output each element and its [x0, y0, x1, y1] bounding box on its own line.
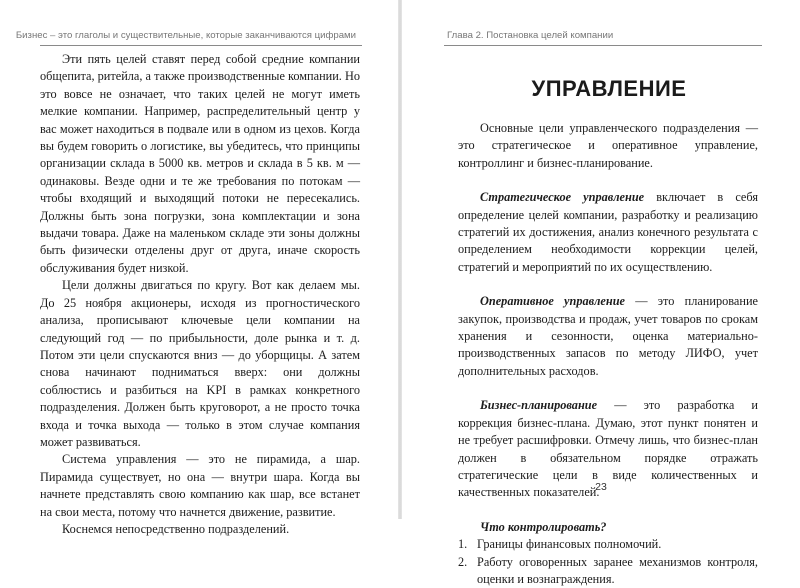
page-number: 23 [595, 481, 607, 493]
list-item: 1. Границы финансовых полномочий. [458, 537, 662, 552]
running-header: Бизнес – это глаголы и существительные, которые заканчиваются цифрами [15, 30, 356, 41]
paragraph: Эти пять целей ставят перед собой средние компании общепита, ритейла, а также производственные компании. Но это вовсе не означает, что таких целей не могут иметь мелкие компании. Например, распределительный центр у вас может находиться в подвале или в одном из цехов. Когда вы будем говорить о логистике, вы убедитесь, что принципы организации склада в 5000 кв. метров и склада в 5 кв. м — одинаковы. Везде одни и те же требования по потокам — чтобы входящий и выходящий потоки не пересекались. Должны быть зона погрузки, зона комплектации и зона выдачи товара. Даже на маленьком складе эти зоны должны быть физически отделены друг от друга, иначе скорость обслуживания будет низкой. [40, 52, 360, 275]
term-operational: Оперативное управление [480, 294, 626, 309]
paragraph: Цели должны двигаться по кругу. Вот как делаем мы. До 25 ноября акционеры, исходя из прогностического анализа, прописывают ключевые цели компании на следующий год — по прибыльности, доле рынка и т. д. Потом эти цели спускаются вниз — до уборщицы. А затем снова начинают подниматься вверх: они должны соблюстись и разбиться на KPI в рамках конкретного подразделения. Должен быть круговорот, а не просто точка входа и точка выхода — только в этом случае компания может развиваться. [40, 278, 360, 449]
right-body-text [458, 120, 758, 588]
paragraph: Коснемся непосредственно подразделений. [62, 521, 290, 536]
paragraph-business-planning: Бизнес-планирование — это разработка и коррекция бизнес-плана. Думаю, этот пункт понятен и не требует расшифровки. Отмечу лишь, что бизнес-план должен в обязательном порядке отражать стратегические цели в виде количественных и качественных показателей. [458, 398, 758, 500]
paragraph-operational: Оперативное управление — это планирование закупок, производства и продаж, учет товаров по срокам хранения и сезонности, оценка материально-производственных запасов по методу ЛИФО, учет дополнительных расходов. [458, 294, 758, 378]
term-business-planning: Бизнес-планирование [480, 398, 598, 413]
header-rule [40, 45, 362, 46]
right-page [402, 0, 800, 586]
left-page [0, 0, 398, 536]
header-rule [444, 45, 762, 46]
control-list [458, 536, 758, 588]
paragraph-strategic: Стратегическое управление включает в себя определение целей компании, разработку и реализацию стратегий их достижения, анализ конечного результата с определением необходимости коррекции целей, стратегий и мероприятий по их осуществлению. [458, 190, 758, 274]
term-strategic: Стратегическое управление [480, 190, 645, 205]
section-title: УПРАВЛЕНИЕ [531, 76, 687, 101]
list-item: 2. Работу оговоренных заранее механизмов контроля, оценки и вознаграждения. [458, 554, 758, 586]
intro-paragraph: Основные цели управленческого подразделения — это стратегическое и оперативное управление, контроллинг и бизнес-планирование. [458, 121, 758, 170]
left-body-text [40, 51, 360, 538]
question-heading: Что контролировать? [480, 519, 607, 534]
running-header: Глава 2. Постановка целей компании [447, 30, 614, 41]
paragraph: Система управления — это не пирамида, а шар. Пирамида существует, но она — внутри шара. Когда вы начнете представлять свою компанию как шар, все встанет на свои места, потому что начнется движение, развитие. [40, 452, 360, 519]
